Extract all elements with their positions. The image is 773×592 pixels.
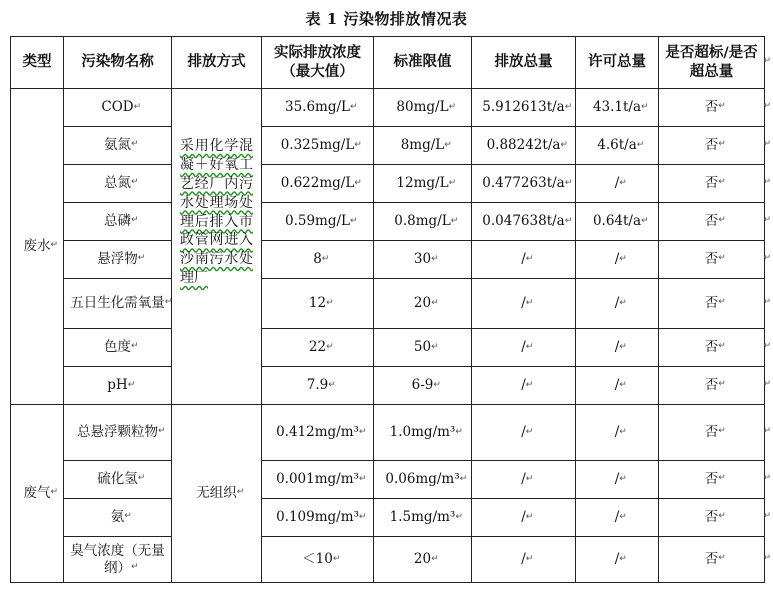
limit-value: 1.0mg/m³↵ bbox=[374, 405, 472, 461]
exceed-value: 否↵ bbox=[659, 279, 765, 329]
actual-value: 0.109mg/m³↵ bbox=[262, 499, 374, 537]
pollutant-name: pH↵ bbox=[64, 367, 172, 405]
permit-value: /↵ bbox=[576, 279, 659, 329]
limit-value: 80mg/L↵ bbox=[374, 89, 472, 127]
pollutant-name: 悬浮物↵ bbox=[64, 241, 172, 279]
permit-value: 4.6t/a↵ bbox=[576, 127, 659, 165]
table-row bbox=[11, 461, 765, 499]
actual-value: 0.59mg/L↵ bbox=[262, 203, 374, 241]
discharge-method-wastewater bbox=[172, 89, 262, 405]
total-value: /↵ bbox=[472, 367, 576, 405]
header-cell: 是否超标/是否超总量 bbox=[659, 37, 765, 89]
actual-value: 22↵ bbox=[262, 329, 374, 367]
limit-value: 30↵ bbox=[374, 241, 472, 279]
exceed-value: 否↵ bbox=[659, 367, 765, 405]
limit-value: 0.06mg/m³↵ bbox=[374, 461, 472, 499]
pollutant-name: 硫化氢↵ bbox=[64, 461, 172, 499]
limit-value: 12mg/L↵ bbox=[374, 165, 472, 203]
pollutant-name: 臭气浓度（无量纲）↵ bbox=[64, 537, 172, 583]
total-value: /↵ bbox=[472, 461, 576, 499]
row-end-mark-icon: ↵ bbox=[763, 472, 771, 483]
exceed-value: 否↵ bbox=[659, 499, 765, 537]
permit-value: /↵ bbox=[576, 499, 659, 537]
row-end-mark-icon: ↵ bbox=[763, 378, 771, 389]
total-value: /↵ bbox=[472, 241, 576, 279]
exceed-value: 否↵ bbox=[659, 89, 765, 127]
permit-value: /↵ bbox=[576, 329, 659, 367]
discharge-method-waste-gas: 无组织↵ bbox=[172, 405, 262, 583]
row-end-mark-icon: ↵ bbox=[763, 296, 771, 307]
actual-value: ＜10↵ bbox=[262, 537, 374, 583]
permit-value: 43.1t/a↵ bbox=[576, 89, 659, 127]
total-value: /↵ bbox=[472, 279, 576, 329]
row-end-mark-icon: ↵ bbox=[763, 55, 771, 66]
total-value: 5.912613t/a↵ bbox=[472, 89, 576, 127]
table-row bbox=[11, 89, 765, 127]
limit-value: 20↵ bbox=[374, 537, 472, 583]
row-end-mark-icon: ↵ bbox=[763, 214, 771, 225]
actual-value: 35.6mg/L↵ bbox=[262, 89, 374, 127]
table-row bbox=[11, 127, 765, 165]
table-row bbox=[11, 165, 765, 203]
pollutant-name: 总悬浮颗粒物↵ bbox=[64, 405, 172, 461]
header-cell: 实际排放浓度（最大值） bbox=[262, 37, 374, 89]
pollutant-name: 五日生化需氧量↵ bbox=[64, 279, 172, 329]
row-end-mark-icon: ↵ bbox=[763, 100, 771, 111]
actual-value: 8↵ bbox=[262, 241, 374, 279]
row-end-mark-icon: ↵ bbox=[763, 252, 771, 263]
exceed-value: 否↵ bbox=[659, 537, 765, 583]
table-row bbox=[11, 405, 765, 461]
table-row bbox=[11, 537, 765, 583]
permit-value: /↵ bbox=[576, 165, 659, 203]
row-end-mark-icon: ↵ bbox=[763, 510, 771, 521]
header-row bbox=[11, 37, 765, 89]
permit-value: 0.64t/a↵ bbox=[576, 203, 659, 241]
actual-value: 7.9↵ bbox=[262, 367, 374, 405]
type-cell-waste-gas: 废气↵ bbox=[11, 405, 64, 583]
total-value: /↵ bbox=[472, 405, 576, 461]
total-value: /↵ bbox=[472, 537, 576, 583]
exceed-value: 否↵ bbox=[659, 127, 765, 165]
limit-value: 1.5mg/m³↵ bbox=[374, 499, 472, 537]
pollutant-table bbox=[10, 36, 765, 583]
total-value: /↵ bbox=[472, 499, 576, 537]
header-cell: 类型 bbox=[11, 37, 64, 89]
header-cell: 污染物名称 bbox=[64, 37, 172, 89]
limit-value: 20↵ bbox=[374, 279, 472, 329]
actual-value: 0.001mg/m³↵ bbox=[262, 461, 374, 499]
pollutant-name: 总氮↵ bbox=[64, 165, 172, 203]
type-cell-wastewater: 废水↵ bbox=[11, 89, 64, 405]
permit-value: /↵ bbox=[576, 405, 659, 461]
exceed-value: 否↵ bbox=[659, 405, 765, 461]
total-value: 0.047638t/a↵ bbox=[472, 203, 576, 241]
total-value: 0.477263t/a↵ bbox=[472, 165, 576, 203]
row-end-mark-icon: ↵ bbox=[763, 138, 771, 149]
pollutant-name: COD↵ bbox=[64, 89, 172, 127]
table-row bbox=[11, 367, 765, 405]
pollutant-name: 色度↵ bbox=[64, 329, 172, 367]
actual-value: 0.622mg/L↵ bbox=[262, 165, 374, 203]
actual-value: 0.412mg/m³↵ bbox=[262, 405, 374, 461]
exceed-value: 否↵ bbox=[659, 461, 765, 499]
table-title: 表 1 污染物排放情况表 bbox=[305, 10, 468, 28]
row-end-mark-icon: ↵ bbox=[763, 340, 771, 351]
header-cell: 排放总量 bbox=[472, 37, 576, 89]
exceed-value: 否↵ bbox=[659, 203, 765, 241]
actual-value: 12↵ bbox=[262, 279, 374, 329]
total-value: /↵ bbox=[472, 329, 576, 367]
table-row bbox=[11, 499, 765, 537]
pollutant-name: 总磷↵ bbox=[64, 203, 172, 241]
table-row bbox=[11, 203, 765, 241]
header-cell: 许可总量 bbox=[576, 37, 659, 89]
pollutant-name: 氨氮↵ bbox=[64, 127, 172, 165]
row-end-mark-icon: ↵ bbox=[763, 425, 771, 436]
limit-value: 8mg/L↵ bbox=[374, 127, 472, 165]
table-row bbox=[11, 279, 765, 329]
table-row bbox=[11, 329, 765, 367]
limit-value: 6-9↵ bbox=[374, 367, 472, 405]
exceed-value: 否↵ bbox=[659, 165, 765, 203]
method-text: 采用化学混凝＋好氧工艺经厂内污水处理场处理后排入市政管网进入沙南污水处理厂 bbox=[180, 138, 253, 287]
table-row bbox=[11, 241, 765, 279]
permit-value: /↵ bbox=[576, 241, 659, 279]
permit-value: /↵ bbox=[576, 367, 659, 405]
limit-value: 50↵ bbox=[374, 329, 472, 367]
permit-value: /↵ bbox=[576, 461, 659, 499]
pollutant-name: 氨↵ bbox=[64, 499, 172, 537]
row-end-mark-icon: ↵ bbox=[763, 176, 771, 187]
limit-value: 0.8mg/L↵ bbox=[374, 203, 472, 241]
exceed-value: 否↵ bbox=[659, 241, 765, 279]
actual-value: 0.325mg/L↵ bbox=[262, 127, 374, 165]
exceed-value: 否↵ bbox=[659, 329, 765, 367]
total-value: 0.88242t/a↵ bbox=[472, 127, 576, 165]
header-cell: 排放方式 bbox=[172, 37, 262, 89]
permit-value: /↵ bbox=[576, 537, 659, 583]
row-end-mark-icon: ↵ bbox=[763, 552, 771, 563]
header-cell: 标准限值 bbox=[374, 37, 472, 89]
